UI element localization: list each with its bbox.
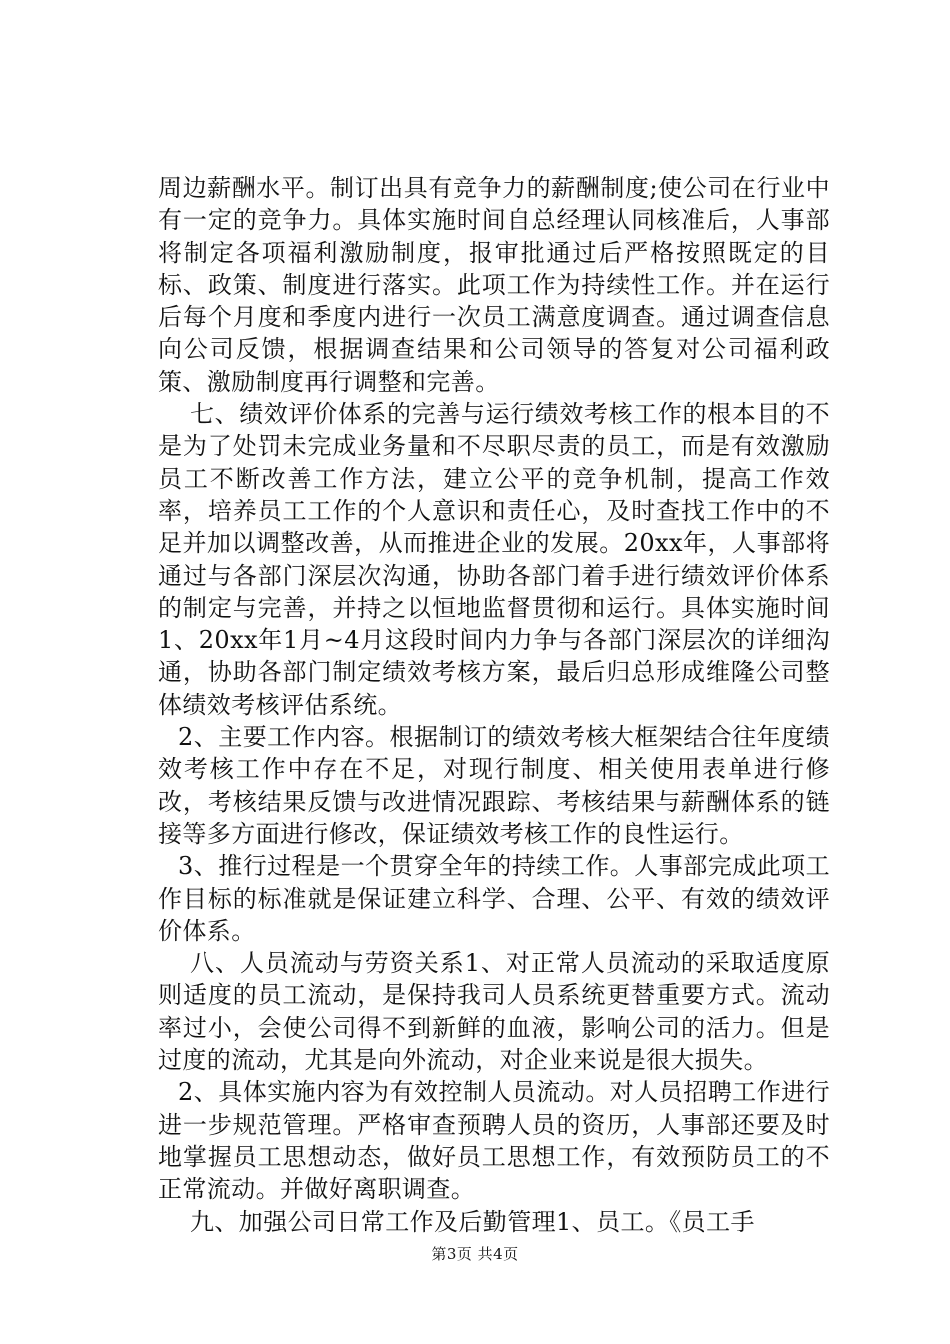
paragraph-section-9-admin: 九、加强公司日常工作及后勤管理1、员工。《员工手 (190, 1207, 755, 1236)
paragraph-process: 3、推行过程是一个贯穿全年的持续工作。人事部完成此项工作目标的标准就是保证建立科学、合理、公平、有效的绩效评价体系。 (158, 852, 830, 945)
paragraph-main-content: 2、主要工作内容。根据制订的绩效考核大框架结合往年度绩效考核工作中存在不足，对现行制度、相关使用表单进行修改，考核结果反馈与改进情况跟踪、考核结果与薪酬体系的链接等多方面进行修改，保证绩效考核工作的良性运行。 (158, 723, 830, 848)
paragraph-turnover-control: 2、具体实施内容为有效控制人员流动。对人员招聘工作进行进一步规范管理。严格审查预聘人员的资历，人事部还要及时地掌握员工思想动态，做好员工思想工作，有效预防员工的不正常流动。并做好离职调查。 (158, 1078, 830, 1204)
document-body (158, 172, 830, 1238)
page-number-footer: 第3页 共4页 (431, 1245, 519, 1263)
paragraph-compensation: 周边薪酬水平。制订出具有竞争力的薪酬制度;使公司在行业中有一定的竞争力。具体实施时间自总经理认同核准后，人事部将制定各项福利激励制度，报审批通过后严格按照既定的目标、政策、制度进行落实。此项工作为持续性工作。并在运行后每个月度和季度内进行一次员工满意度调查。通过调查信息向公司反馈，根据调查结果和公司领导的答复对公司福利政策、激励制度再行调整和完善。 (158, 174, 830, 396)
paragraph-section-8-turnover: 八、人员流动与劳资关系1、对正常人员流动的采取适度原则适度的员工流动，是保持我司人员系统更替重要方式。流动率过小，会使公司得不到新鲜的血液，影响公司的活力。但是过度的流动，尤其是向外流动，对企业来说是很大损失。 (158, 949, 830, 1075)
paragraph-section-7-performance: 七、绩效评价体系的完善与运行绩效考核工作的根本目的不是为了处罚未完成业务量和不尽职尽责的员工，而是有效激励员工不断改善工作方法，建立公平的竞争机制，提高工作效率，培养员工工作的个人意识和责任心，及时查找工作中的不足并加以调整改善，从而推进企业的发展。20xx年，人事部将通过与各部门深层次沟通，协助各部门着手进行绩效评价体系的制定与完善，并持之以恒地监督贯彻和运行。具体实施时间1、20xx年1月~4月这段时间内力争与各部门深层次的详细沟通，协助各部门制定绩效考核方案，最后归总形成维隆公司整体绩效考核评估系统。 (158, 400, 830, 719)
